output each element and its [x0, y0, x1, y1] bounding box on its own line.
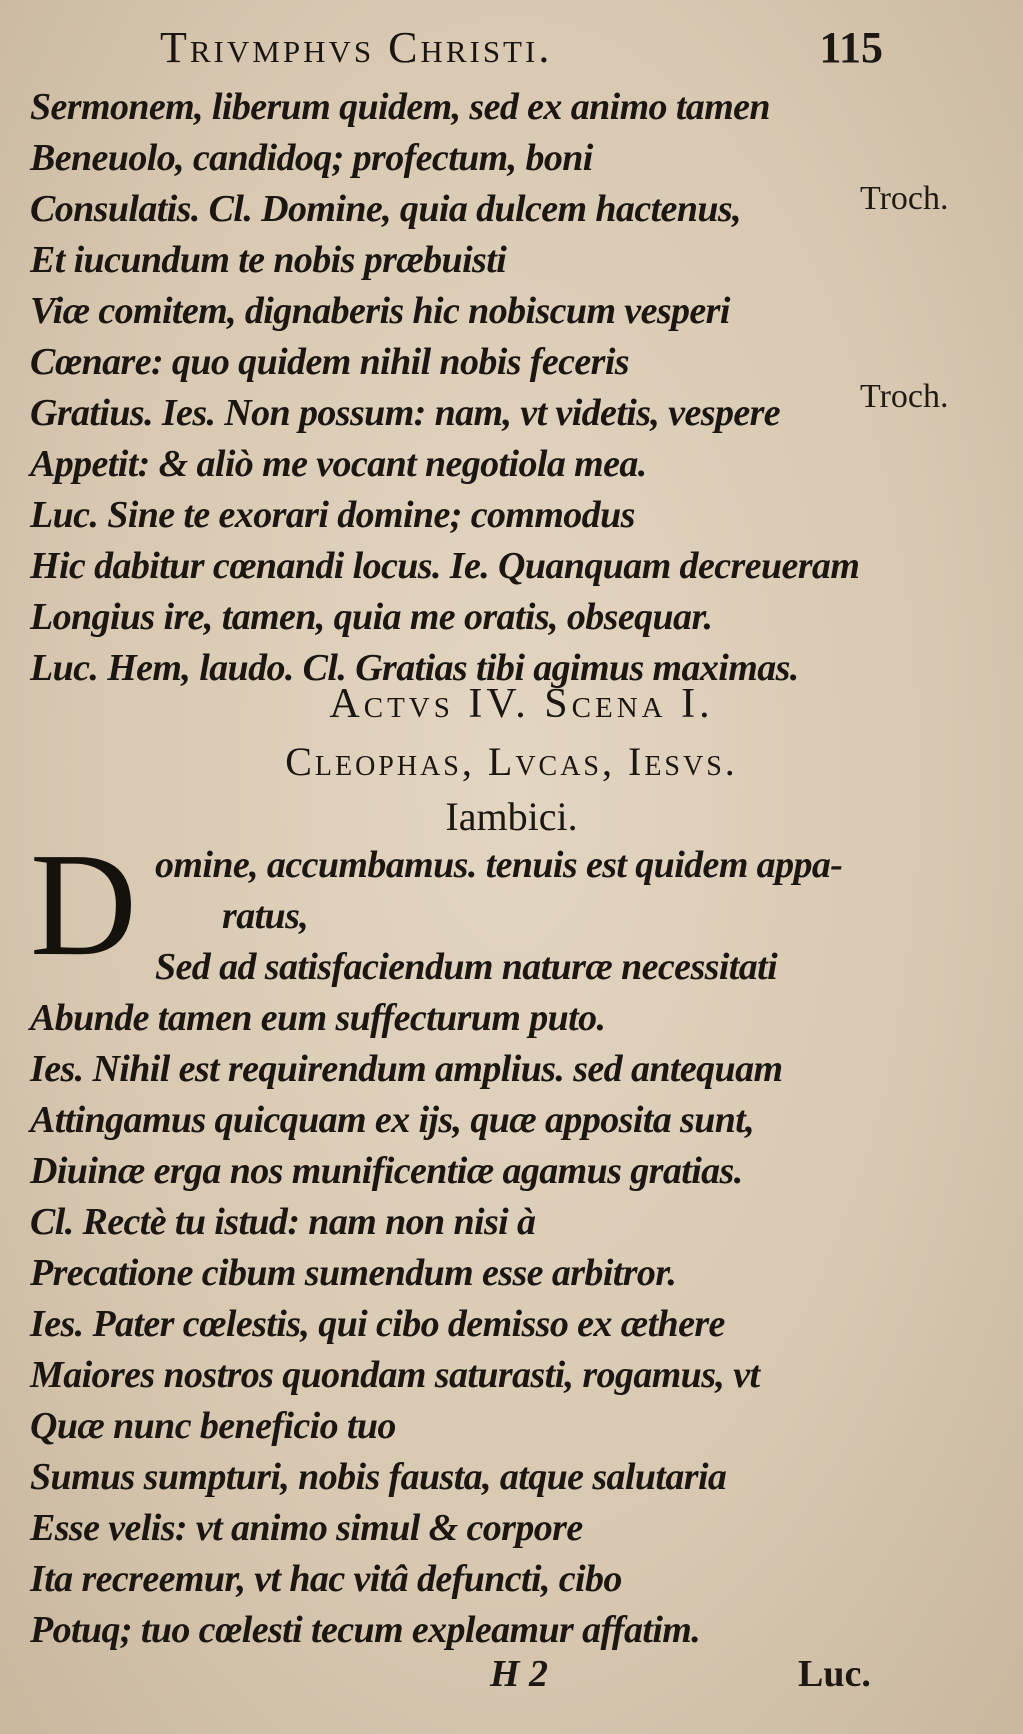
page-header: [160, 14, 923, 74]
verse-line: Diuinæ erga nos munificentiæ agamus gratias.: [30, 1150, 743, 1192]
verse-line: Attingamus quicquam ex ijs, quæ apposita sunt,: [30, 1099, 755, 1141]
verse-line: Potuq; tuo cœlesti tecum expleamur affatim.: [30, 1609, 701, 1651]
signature-mark: H 2: [490, 1653, 549, 1695]
verse-line: omine, accumbamus. tenuis est quidem appa-: [155, 844, 843, 886]
verse-line: Cœnare: quo quidem nihil nobis feceris: [30, 341, 629, 383]
meter-label: Iambici.: [445, 794, 578, 839]
margin-note-trochaic: Troch.: [860, 180, 949, 217]
verse-line: Ita recreemur, vt hac vitâ defuncti, cibo: [30, 1558, 622, 1600]
verse-block-top: [30, 82, 870, 694]
verse-line: Longius ire, tamen, quia me oratis, obsequar.: [30, 596, 713, 638]
verse-line: Sumus sumpturi, nobis fausta, atque salutaria: [30, 1456, 727, 1498]
verse-line: Maiores nostros quondam saturasti, rogamus, vt: [30, 1354, 760, 1396]
verse-line: Gratius. Ies. Non possum: nam, vt videtis, vespere: [30, 392, 781, 434]
verse-line: Ies. Nihil est requirendum amplius. sed antequam: [30, 1048, 783, 1090]
verse-line: Luc. Sine te exorari domine; commodus: [30, 494, 635, 536]
verse-line: Hic dabitur cœnandi locus. Ie. Quanquam decreueram: [30, 545, 860, 587]
verse-line: Consulatis. Cl. Domine, quia dulcem hactenus,: [30, 188, 741, 230]
verse-line: Sed ad satisfaciendum naturæ necessitati: [155, 946, 778, 988]
verse-line: Ies. Pater cœlestis, qui cibo demisso ex æthere: [30, 1303, 725, 1345]
verse-line: Luc. Hem, laudo. Cl. Gratias tibi agimus maximas.: [30, 647, 799, 689]
verse-block-scene: [30, 823, 870, 1656]
verse-line: Abunde tamen eum suffecturum puto.: [30, 997, 606, 1039]
verse-line: Et iucundum te nobis præbuisti: [30, 239, 507, 281]
verse-line-continuation: ratus,: [222, 895, 309, 937]
page-number: 115: [819, 23, 883, 72]
verse-line: Viæ comitem, dignaberis hic nobiscum vesperi: [30, 290, 730, 332]
verse-line: Quæ nunc beneficio tuo: [30, 1405, 396, 1447]
drop-cap: D: [30, 823, 137, 987]
act-scene-heading: Actvs IV. Scena I.: [329, 681, 714, 727]
verse-line: Cl. Rectè tu istud: nam non nisi à: [30, 1201, 536, 1243]
catchword: Luc.: [798, 1653, 871, 1695]
verse-line: Precatione cibum sumendum esse arbitror.: [30, 1252, 677, 1294]
running-title: Trivmphvs Christi.: [160, 23, 553, 72]
verse-line: Beneuolo, candidoq; profectum, boni: [30, 137, 593, 179]
verse-line: Appetit: & aliò me vocant negotiola mea.: [30, 443, 647, 485]
page-footer: [0, 1652, 1023, 1712]
verse-line: Sermonem, liberum quidem, sed ex animo tamen: [30, 86, 770, 128]
character-list: Cleophas, Lvcas, Iesvs.: [285, 739, 738, 784]
verse-line: Esse velis: vt animo simul & corpore: [30, 1507, 583, 1549]
margin-note-trochaic: Troch.: [860, 378, 949, 415]
